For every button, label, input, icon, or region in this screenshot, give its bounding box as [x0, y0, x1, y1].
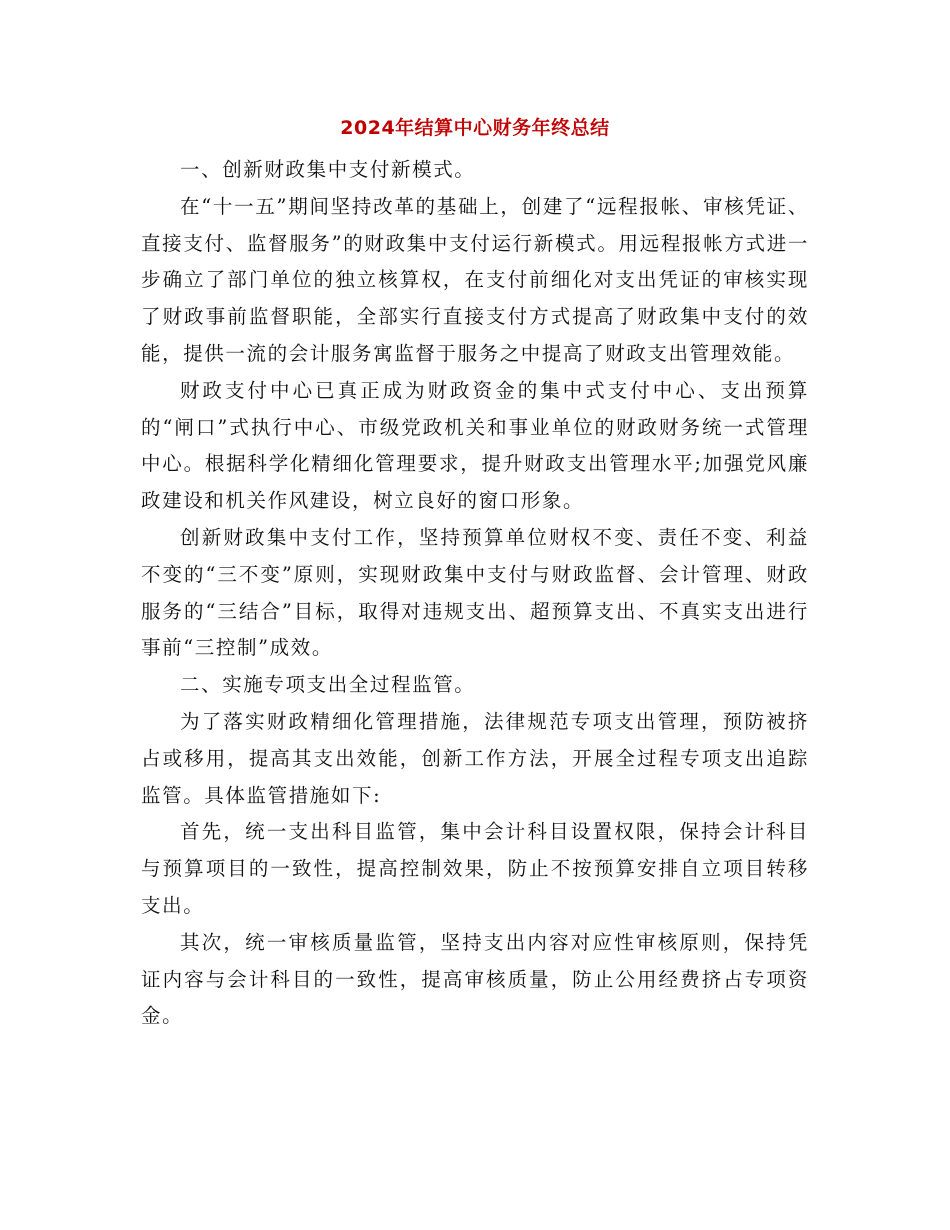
paragraph: 财政支付中心已真正成为财政资金的集中式支付中心、支出预算的“闸口”式执行中心、市级党政机关和事业单位的财政财务统一式管理中心。根据科学化精细化管理要求，提升财政支出管理水平;加强党风廉政建设和机关作风建设，树立良好的窗口形象。 — [141, 378, 809, 513]
paragraph: 在“十一五”期间坚持改革的基础上，创建了“远程报帐、审核凭证、直接支付、监督服务”的财政集中支付运行新模式。用远程报帐方式进一步确立了部门单位的独立核算权，在支付前细化对支出凭证的审核实现了财政事前监督职能，全部实行直接支付方式提高了财政集中支付的效能，提供一流的会计服务寓监督于服务之中提高了财政支出管理效能。 — [141, 194, 809, 365]
paragraph: 为了落实财政精细化管理措施，法律规范专项支出管理，预防被挤占或移用，提高其支出效能，创新工作方法，开展全过程专项支出追踪监管。具体监管措施如下: — [141, 709, 809, 807]
paragraph: 其次，统一审核质量监管，坚持支出内容对应性审核原则，保持凭证内容与会计科目的一致性，提高审核质量，防止公用经费挤占专项资金。 — [141, 930, 809, 1028]
section-heading-1: 一、创新财政集中支付新模式。 — [180, 158, 476, 181]
paragraph: 创新财政集中支付工作，坚持预算单位财权不变、责任不变、利益不变的“三不变”原则，实现财政集中支付与财政监督、会计管理、财政服务的“三结合”目标，取得对违规支出、超预算支出、不真实支出进行事前“三控制”成效。 — [141, 525, 809, 660]
document-title: 2024年结算中心财务年终总结 — [340, 117, 610, 139]
document-body — [141, 152, 809, 1035]
section-heading-2: 二、实施专项支出全过程监管。 — [180, 673, 476, 697]
paragraph: 首先，统一支出科目监管，集中会计科目设置权限，保持会计科目与预算项目的一致性，提高控制效果，防止不按预算安排自立项目转移支出。 — [141, 820, 809, 917]
